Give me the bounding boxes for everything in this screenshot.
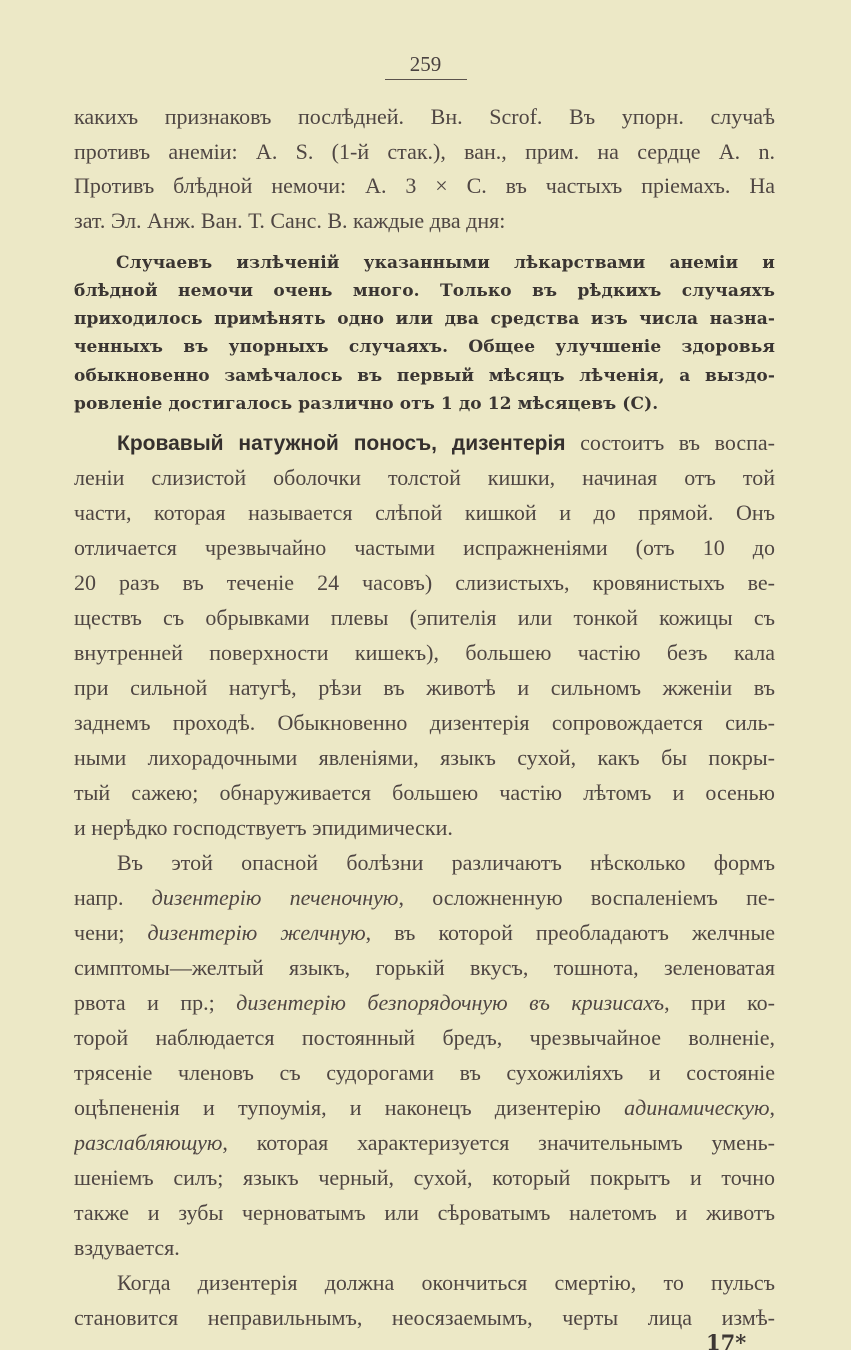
text-line: и нерѣдко господствуетъ эпидимически. <box>74 815 453 840</box>
text-line <box>74 881 775 915</box>
note-line: ченныхъ въ упорныхъ случаяхъ. Общее улучшеніе здоровья <box>74 337 775 357</box>
text-line: Въ этой опасной болѣзни различаютъ нѣсколько формъ <box>117 850 775 875</box>
signature-mark: 17* <box>706 1330 747 1350</box>
text-line: симптомы—желтый языкъ, горькій вкусъ, тошнота, зеленоватая <box>74 955 775 980</box>
text-span: чени; <box>74 920 148 945</box>
text-line: 20 разъ въ теченіе 24 часовъ) слизистыхъ, кровянистыхъ ве- <box>74 570 775 595</box>
text-line: шеніемъ силъ; языкъ черный, сухой, который покрытъ и точно <box>74 1165 775 1190</box>
emphasis: адинамическую <box>624 1095 770 1120</box>
text-line <box>74 1126 775 1160</box>
text-span: , <box>769 1095 775 1120</box>
page-number: 259 <box>409 52 442 76</box>
text-line: также и зубы черноватымъ или сѣроватымъ налетомъ и животъ <box>74 1200 775 1225</box>
note-line: блѣдной немочи очень много. Только въ рѣдкихъ случаяхъ <box>74 281 775 301</box>
text-line: вздувается. <box>74 1235 180 1260</box>
text-line <box>74 986 775 1020</box>
text-span: рвота и пр.; <box>74 990 237 1015</box>
text-line: становится неправильнымъ, неосязаемымъ, черты лица измѣ- <box>74 1305 775 1330</box>
text-line: торой наблюдается постоянный бредъ, чрезвычайное волненіе, <box>74 1025 775 1050</box>
text-span: оцѣпененія и тупоумія, и наконецъ дизентерію <box>74 1095 625 1120</box>
text-line: части, которая называется слѣпой кишкой и до прямой. Онъ <box>74 500 775 525</box>
note-line: ровленіе достигалось различно отъ 1 до 12 мѣсяцевъ (С). <box>74 394 659 414</box>
text-line: ными лихорадочными явленіями, языкъ сухой, какъ бы покры- <box>74 745 775 770</box>
note-line: обыкновенно замѣчалось въ первый мѣсяцъ лѣченія, а выздо- <box>74 366 775 386</box>
text-line: отличается чрезвычайно частыми испражненіями (отъ 10 до <box>74 535 775 560</box>
note-line: приходилось примѣнять одно или два средства изъ числа назна- <box>74 309 775 329</box>
text-line: тый сажею; обнаруживается большею частію лѣтомъ и осенью <box>74 780 775 805</box>
text-span: , которая характеризуется значительнымъ умень- <box>222 1130 775 1155</box>
text-line: какихъ признаковъ послѣдней. Вн. Scrof. Въ упорн. случаѣ <box>74 104 775 129</box>
emphasis: дизентерію желчную <box>147 920 366 945</box>
text-line: Когда дизентерія должна окончиться смертію, то пульсъ <box>117 1270 775 1295</box>
text-line: леніи слизистой оболочки толстой кишки, начиная отъ той <box>74 465 775 490</box>
text-span: , при ко- <box>664 990 775 1015</box>
text-span: напр. <box>74 885 152 910</box>
text-span: , осложненную воспаленіемъ пе- <box>398 885 775 910</box>
text-line <box>74 1091 775 1125</box>
text-line: трясеніе членовъ съ судорогами въ сухожиліяхъ и состояніе <box>74 1060 775 1085</box>
note-line: Случаевъ излѣченій указанными лѣкарствами анеміи и <box>116 253 775 273</box>
text-line: при сильной натугѣ, рѣзи въ животѣ и сильномъ жженіи въ <box>74 675 775 700</box>
text-line: зат. Эл. Анж. Ван. Т. Санс. В. каждые два дня: <box>74 208 506 233</box>
emphasis: дизентерію печеночную <box>151 885 399 910</box>
emphasis: разслабляющую <box>74 1130 223 1155</box>
emphasis: дизентерію безпорядочную въ кризисахъ <box>236 990 665 1015</box>
text-line: заднемъ проходѣ. Обыкновенно дизентерія сопровождается силь- <box>74 710 775 735</box>
text-line: Противъ блѣдной немочи: А. 3 × С. въ частыхъ пріемахъ. На <box>74 173 775 198</box>
header-rule <box>385 79 467 80</box>
text-line <box>74 916 775 950</box>
text-line: противъ анеміи: А. S. (1-й стак.), ван., прим. на сердце А. n. <box>74 139 775 164</box>
section-first-line <box>117 426 775 460</box>
text-line: внутренней поверхности кишекъ), большею частію безъ кала <box>74 640 775 665</box>
text-span: , въ которой преобладаютъ желчные <box>365 920 775 945</box>
text-line: ществъ съ обрывками плевы (эпителія или тонкой кожицы съ <box>74 605 775 630</box>
text-span: состоитъ въ воспа- <box>565 430 775 455</box>
section-heading: Кровавый натужной поносъ, дизентерія <box>117 432 566 455</box>
